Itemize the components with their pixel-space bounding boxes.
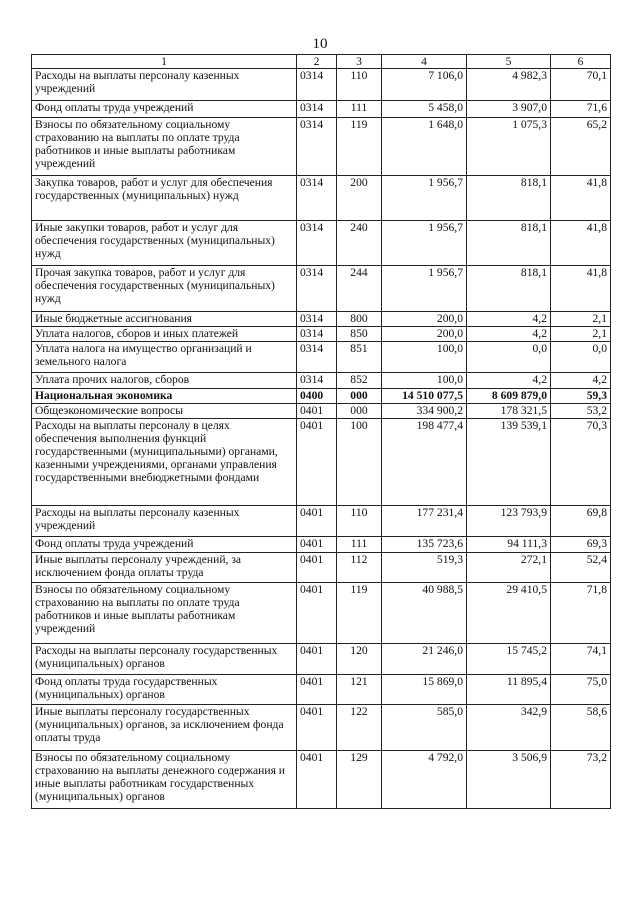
table-row (32, 537, 611, 553)
row-expense-type: 112 (337, 553, 382, 583)
row-expense-type: 000 (337, 389, 382, 404)
row-planned-amount: 5 458,0 (382, 101, 467, 118)
row-name: Взносы по обязательному социальному страхованию на выплаты по оплате труда работников и иные выплаты работникам учреждений (32, 583, 297, 644)
row-section-code: 0314 (297, 327, 337, 342)
row-name: Расходы на выплаты персоналу государственных (муниципальных) органов (32, 644, 297, 675)
row-name: Расходы на выплаты персоналу казенных учреждений (32, 69, 297, 101)
row-percent: 52,4 (551, 553, 611, 583)
row-expense-type: 100 (337, 419, 382, 506)
row-executed-amount: 1 075,3 (467, 118, 551, 176)
row-expense-type: 111 (337, 537, 382, 553)
table-row (32, 312, 611, 327)
table-row (32, 644, 611, 675)
row-expense-type: 119 (337, 583, 382, 644)
row-planned-amount: 177 231,4 (382, 506, 467, 537)
table-row (32, 705, 611, 751)
row-name: Закупка товаров, работ и услуг для обеспечения государственных (муниципальных) нужд (32, 176, 297, 221)
row-executed-amount: 4,2 (467, 373, 551, 389)
row-expense-type: 852 (337, 373, 382, 389)
row-percent: 70,3 (551, 419, 611, 506)
row-percent: 71,6 (551, 101, 611, 118)
row-name: Взносы по обязательному социальному страхованию на выплаты по оплате труда работников и иные выплаты работникам учреждений (32, 118, 297, 176)
row-executed-amount: 342,9 (467, 705, 551, 751)
row-percent: 70,1 (551, 69, 611, 101)
row-name: Расходы на выплаты персоналу в целях обеспечения выполнения функций государственными (муниципальными) органами, казенными учреждениями, органами управления государственными внебюджетными фондами (32, 419, 297, 506)
row-planned-amount: 15 869,0 (382, 675, 467, 705)
table-row (32, 327, 611, 342)
row-planned-amount: 1 648,0 (382, 118, 467, 176)
row-expense-type: 851 (337, 342, 382, 373)
row-section-code: 0314 (297, 176, 337, 221)
row-name: Фонд оплаты труда учреждений (32, 537, 297, 553)
column-header-3: 3 (337, 55, 382, 69)
row-expense-type: 110 (337, 506, 382, 537)
row-executed-amount: 818,1 (467, 221, 551, 266)
row-percent: 41,8 (551, 266, 611, 312)
row-planned-amount: 198 477,4 (382, 419, 467, 506)
table-row (32, 583, 611, 644)
row-executed-amount: 178 321,5 (467, 404, 551, 419)
table-row (32, 342, 611, 373)
column-header-2: 2 (297, 55, 337, 69)
row-expense-type: 121 (337, 675, 382, 705)
row-planned-amount: 200,0 (382, 312, 467, 327)
table-header-row (32, 55, 611, 69)
row-executed-amount: 29 410,5 (467, 583, 551, 644)
row-expense-type: 122 (337, 705, 382, 751)
row-percent: 2,1 (551, 327, 611, 342)
row-section-code: 0314 (297, 312, 337, 327)
row-name: Иные выплаты персоналу государственных (муниципальных) органов, за исключением фонда оплаты труда (32, 705, 297, 751)
row-name: Общеэкономические вопросы (32, 404, 297, 419)
row-name: Фонд оплаты труда учреждений (32, 101, 297, 118)
row-percent: 73,2 (551, 751, 611, 809)
row-percent: 65,2 (551, 118, 611, 176)
row-planned-amount: 1 956,7 (382, 176, 467, 221)
row-percent: 53,2 (551, 404, 611, 419)
row-expense-type: 244 (337, 266, 382, 312)
row-section-code: 0314 (297, 342, 337, 373)
row-percent: 69,8 (551, 506, 611, 537)
row-section-code: 0401 (297, 583, 337, 644)
column-header-1: 1 (32, 55, 297, 69)
row-executed-amount: 0,0 (467, 342, 551, 373)
column-header-4: 4 (382, 55, 467, 69)
row-section-code: 0314 (297, 373, 337, 389)
row-name: Иные закупки товаров, работ и услуг для обеспечения государственных (муниципальных) нужд (32, 221, 297, 266)
row-percent: 41,8 (551, 176, 611, 221)
row-planned-amount: 14 510 077,5 (382, 389, 467, 404)
row-percent: 71,8 (551, 583, 611, 644)
row-planned-amount: 40 988,5 (382, 583, 467, 644)
row-executed-amount: 15 745,2 (467, 644, 551, 675)
row-percent: 69,3 (551, 537, 611, 553)
table-row (32, 389, 611, 404)
row-planned-amount: 135 723,6 (382, 537, 467, 553)
row-planned-amount: 4 792,0 (382, 751, 467, 809)
row-section-code: 0401 (297, 705, 337, 751)
row-executed-amount: 4,2 (467, 312, 551, 327)
row-executed-amount: 4 982,3 (467, 69, 551, 101)
row-section-code: 0314 (297, 118, 337, 176)
row-percent: 75,0 (551, 675, 611, 705)
row-executed-amount: 818,1 (467, 266, 551, 312)
row-section-code: 0401 (297, 537, 337, 553)
table-row (32, 751, 611, 809)
row-section-code: 0314 (297, 69, 337, 101)
row-planned-amount: 7 106,0 (382, 69, 467, 101)
row-name: Уплата налога на имущество организаций и земельного налога (32, 342, 297, 373)
row-name: Взносы по обязательному социальному страхованию на выплаты денежного содержания и иные выплаты работникам государственных (муниципальных) органов (32, 751, 297, 809)
row-planned-amount: 21 246,0 (382, 644, 467, 675)
table-row (32, 101, 611, 118)
row-planned-amount: 100,0 (382, 342, 467, 373)
row-percent: 4,2 (551, 373, 611, 389)
row-planned-amount: 585,0 (382, 705, 467, 751)
row-percent: 58,6 (551, 705, 611, 751)
row-executed-amount: 123 793,9 (467, 506, 551, 537)
row-expense-type: 240 (337, 221, 382, 266)
row-section-code: 0401 (297, 751, 337, 809)
row-expense-type: 800 (337, 312, 382, 327)
table-row (32, 553, 611, 583)
table-row (32, 266, 611, 312)
row-name: Уплата прочих налогов, сборов (32, 373, 297, 389)
row-name: Прочая закупка товаров, работ и услуг для обеспечения государственных (муниципальных) нужд (32, 266, 297, 312)
row-executed-amount: 139 539,1 (467, 419, 551, 506)
row-expense-type: 119 (337, 118, 382, 176)
row-expense-type: 129 (337, 751, 382, 809)
table-row (32, 118, 611, 176)
row-section-code: 0401 (297, 675, 337, 705)
row-expense-type: 120 (337, 644, 382, 675)
table-row (32, 69, 611, 101)
row-section-code: 0314 (297, 221, 337, 266)
row-executed-amount: 818,1 (467, 176, 551, 221)
column-header-5: 5 (467, 55, 551, 69)
table-row (32, 221, 611, 266)
table-row (32, 404, 611, 419)
row-planned-amount: 100,0 (382, 373, 467, 389)
page-number: 10 (312, 36, 328, 52)
row-planned-amount: 519,3 (382, 553, 467, 583)
row-executed-amount: 272,1 (467, 553, 551, 583)
row-planned-amount: 1 956,7 (382, 221, 467, 266)
row-executed-amount: 3 907,0 (467, 101, 551, 118)
row-executed-amount: 11 895,4 (467, 675, 551, 705)
row-executed-amount: 3 506,9 (467, 751, 551, 809)
row-name: Уплата налогов, сборов и иных платежей (32, 327, 297, 342)
row-percent: 2,1 (551, 312, 611, 327)
table-row (32, 419, 611, 506)
row-section-code: 0401 (297, 506, 337, 537)
row-executed-amount: 94 111,3 (467, 537, 551, 553)
row-executed-amount: 4,2 (467, 327, 551, 342)
row-percent: 59,3 (551, 389, 611, 404)
table-row (32, 675, 611, 705)
row-section-code: 0400 (297, 389, 337, 404)
row-section-code: 0314 (297, 266, 337, 312)
row-expense-type: 850 (337, 327, 382, 342)
row-name: Фонд оплаты труда государственных (муниципальных) органов (32, 675, 297, 705)
row-name: Национальная экономика (32, 389, 297, 404)
row-percent: 74,1 (551, 644, 611, 675)
row-expense-type: 111 (337, 101, 382, 118)
row-section-code: 0401 (297, 419, 337, 506)
table-row (32, 373, 611, 389)
row-name: Иные выплаты персоналу учреждений, за исключением фонда оплаты труда (32, 553, 297, 583)
budget-table (31, 54, 611, 809)
row-section-code: 0314 (297, 101, 337, 118)
row-expense-type: 110 (337, 69, 382, 101)
row-planned-amount: 1 956,7 (382, 266, 467, 312)
row-section-code: 0401 (297, 553, 337, 583)
row-planned-amount: 200,0 (382, 327, 467, 342)
row-name: Расходы на выплаты персоналу казенных учреждений (32, 506, 297, 537)
row-planned-amount: 334 900,2 (382, 404, 467, 419)
row-name: Иные бюджетные ассигнования (32, 312, 297, 327)
row-section-code: 0401 (297, 404, 337, 419)
row-executed-amount: 8 609 879,0 (467, 389, 551, 404)
row-percent: 41,8 (551, 221, 611, 266)
table-row (32, 506, 611, 537)
column-header-6: 6 (551, 55, 611, 69)
table-row (32, 176, 611, 221)
row-expense-type: 000 (337, 404, 382, 419)
row-expense-type: 200 (337, 176, 382, 221)
row-section-code: 0401 (297, 644, 337, 675)
row-percent: 0,0 (551, 342, 611, 373)
